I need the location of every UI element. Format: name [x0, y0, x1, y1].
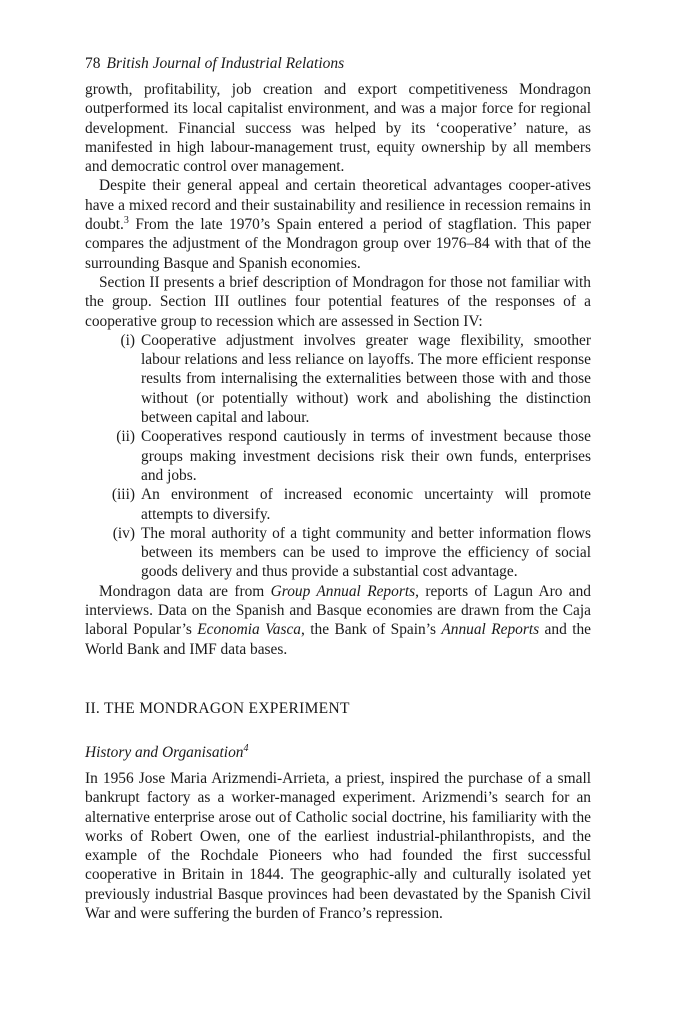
cited-title: Annual Reports [441, 621, 540, 639]
subsection-title: History and Organisation [85, 743, 244, 761]
paragraph-text: Mondragon data are from [99, 582, 271, 600]
cited-title: Group Annual Reports [270, 582, 416, 600]
paragraph [85, 176, 591, 272]
subsection-heading [85, 743, 591, 763]
footnote-marker: 3 [123, 214, 129, 226]
list-item-text: Cooperative adjustment involves greater wage flexibility, smoother labour relations and less reliance on layoffs. The more efficient response results from internalising the externalities between those with and those without (or potentially without) work and abolishing the distinction between capital and labour. [141, 331, 591, 427]
list-item-number: (i) [120, 331, 135, 349]
paragraph: growth, profitability, job creation and export competitiveness Mondragon outperformed its local capitalist environment, and was a major force for regional development. Financial success was helped by its ‘cooperative’ nature, as manifested in high labour-management trust, equity ownership by all members and democratic control over management. [85, 81, 591, 176]
list-item [85, 427, 591, 485]
article-body [85, 80, 591, 923]
list-item [85, 485, 591, 524]
paragraph-text: From the late 1970’s Spain entered a period of stagflation. This paper compares the adjustment of the Mondragon group over 1976–84 with that of the surrounding Basque and Spanish economies. [85, 216, 591, 272]
paragraph-text: and the World Bank and IMF data bases. [85, 621, 591, 658]
journal-title: British Journal of Industrial Relations [106, 55, 345, 72]
paragraph: Section II presents a brief description of Mondragon for those not familiar with the group. Section III outlines four potential features of the responses of a cooperative group to recession which are assessed in Section IV: [85, 273, 591, 330]
list-item-number: (iv) [112, 524, 135, 542]
footnote-marker: 4 [243, 742, 249, 754]
section-heading: II. THE MONDRAGON EXPERIMENT [85, 699, 350, 717]
list-item [85, 331, 591, 427]
list-item-text: The moral authority of a tight community and better information flows between its members can be used to improve the efficiency of social goods delivery and thus provide a substantial cost advantage. [141, 524, 591, 581]
numbered-list [85, 331, 591, 582]
page-number: 78 [85, 55, 101, 72]
paragraph-text: , reports of Lagun Aro and interviews. Data on the Spanish and Basque economies are drawn from the Caja laboral Popular’s [85, 582, 591, 639]
list-item [85, 524, 591, 582]
running-header [85, 54, 344, 74]
paragraph-text: Despite their general appeal and certain theoretical advantages cooper-atives have a mixed record and their sustainability and resilience in recession remains in doubt. [85, 177, 591, 234]
list-item-number: (iii) [111, 486, 135, 504]
paragraph-text: , the Bank of Spain’s [301, 621, 442, 639]
list-item-text: An environment of increased economic uncertainty will promote attempts to diversify. [141, 486, 591, 523]
list-item-text: Cooperatives respond cautiously in terms of investment because those groups making investment decisions risk their own funds, enterprises and jobs. [141, 428, 591, 484]
paragraph: In 1956 Jose Maria Arizmendi-Arrieta, a priest, inspired the purchase of a small bankrupt factory as a worker-managed experiment. Arizmendi’s search for an alternative enterprise arose out of Catholic social doctrine, his familiarity with the works of Robert Owen, one of the earliest industrial-philanthropists, and the example of the Rochdale Pioneers who had founded the first successful cooperative in Britain in 1844. The geographic-ally and culturally isolated yet previously industrial Basque provinces had been devastated by the Spanish Civil War and were suffering the burden of Franco’s repression. [85, 769, 591, 922]
paragraph [85, 582, 591, 659]
cited-title: Economia Vasca [197, 621, 302, 639]
list-item-number: (ii) [116, 428, 135, 446]
